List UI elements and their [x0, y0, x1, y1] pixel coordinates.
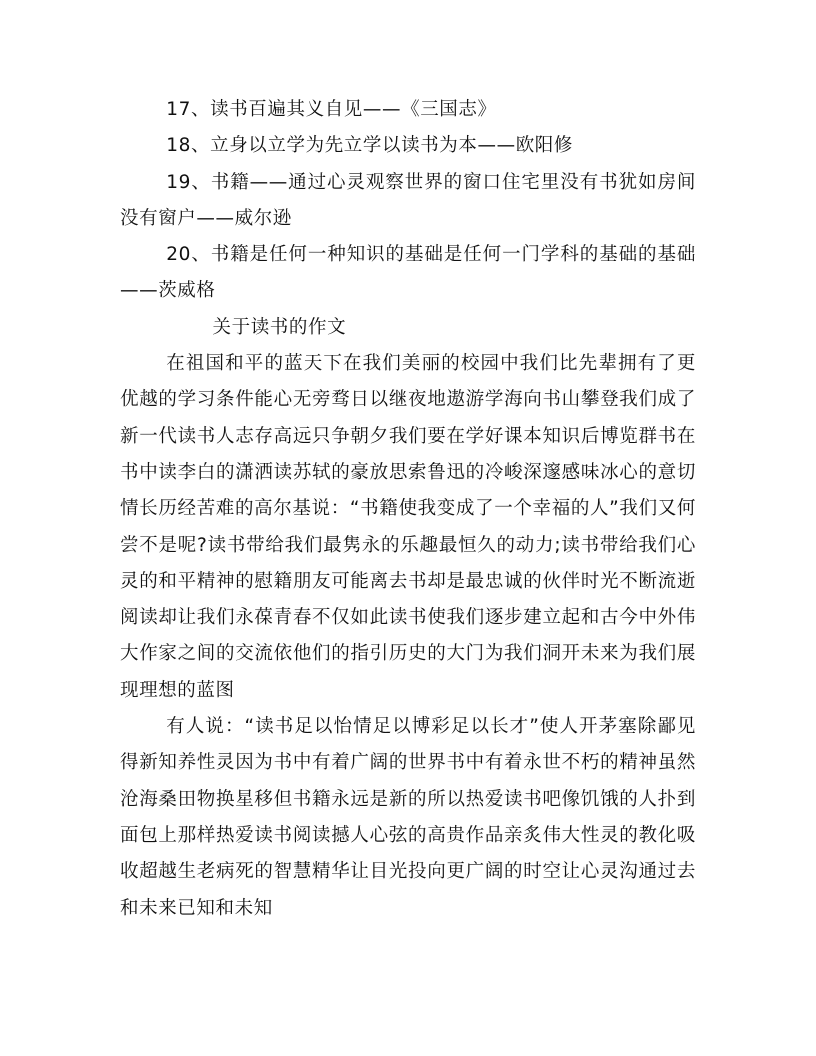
- quote-17: 17、读书百遍其义自见——《三国志》: [166, 99, 497, 120]
- essay-paragraph-1: 在祖国和平的蓝天下在我们美丽的校园中我们比先辈拥有了更优越的学习条件能心无旁骛日以继夜地遨游学海向书山攀登我们成了新一代读书人志存高远只争朝夕我们要在学好课本知识后博览群书在书中读李白的潇洒读苏轼的豪放思索鲁迅的冷峻深邃感味冰心的意切情长历经苦难的高尔基说：“书籍使我变成了一个幸福的人”我们又何尝不是呢?读书带给我们最隽永的乐趣最恒久的动力;读书带给我们心灵的和平精神的慰籍朋友可能离去书却是最忠诚的伙伴时光不断流逝阅读却让我们永葆青春不仅如此读书使我们逐步建立起和古今中外伟大作家之间的交流依他们的指引历史的大门为我们洞开未来为我们展现理想的蓝图: [120, 353, 696, 701]
- essay-paragraph-2: 有人说：“读书足以怡情足以博彩足以长才”使人开茅塞除鄙见得新知养性灵因为书中有着广阔的世界书中有着永世不朽的精神虽然沧海桑田物换星移但书籍永远是新的所以热爱读书吧像饥饿的人扑到面包上那样热爱读书阅读撼人心弦的高贵作品亲炙伟大性灵的教化吸收超越生老病死的智慧精华让目光投向更广阔的时空让心灵沟通过去和未来已知和未知: [120, 716, 696, 919]
- quote-20: 20、书籍是任何一种知识的基础是任何一门学科的基础的基础——茨威格: [120, 244, 696, 302]
- quote-19: 19、书籍——通过心灵观察世界的窗口住宅里没有书犹如房间没有窗户——威尔逊: [120, 171, 696, 229]
- quote-18: 18、立身以立学为先立学以读书为本——欧阳修: [166, 135, 573, 157]
- document-body: [120, 92, 696, 927]
- essay-title: 关于读书的作文: [212, 316, 347, 338]
